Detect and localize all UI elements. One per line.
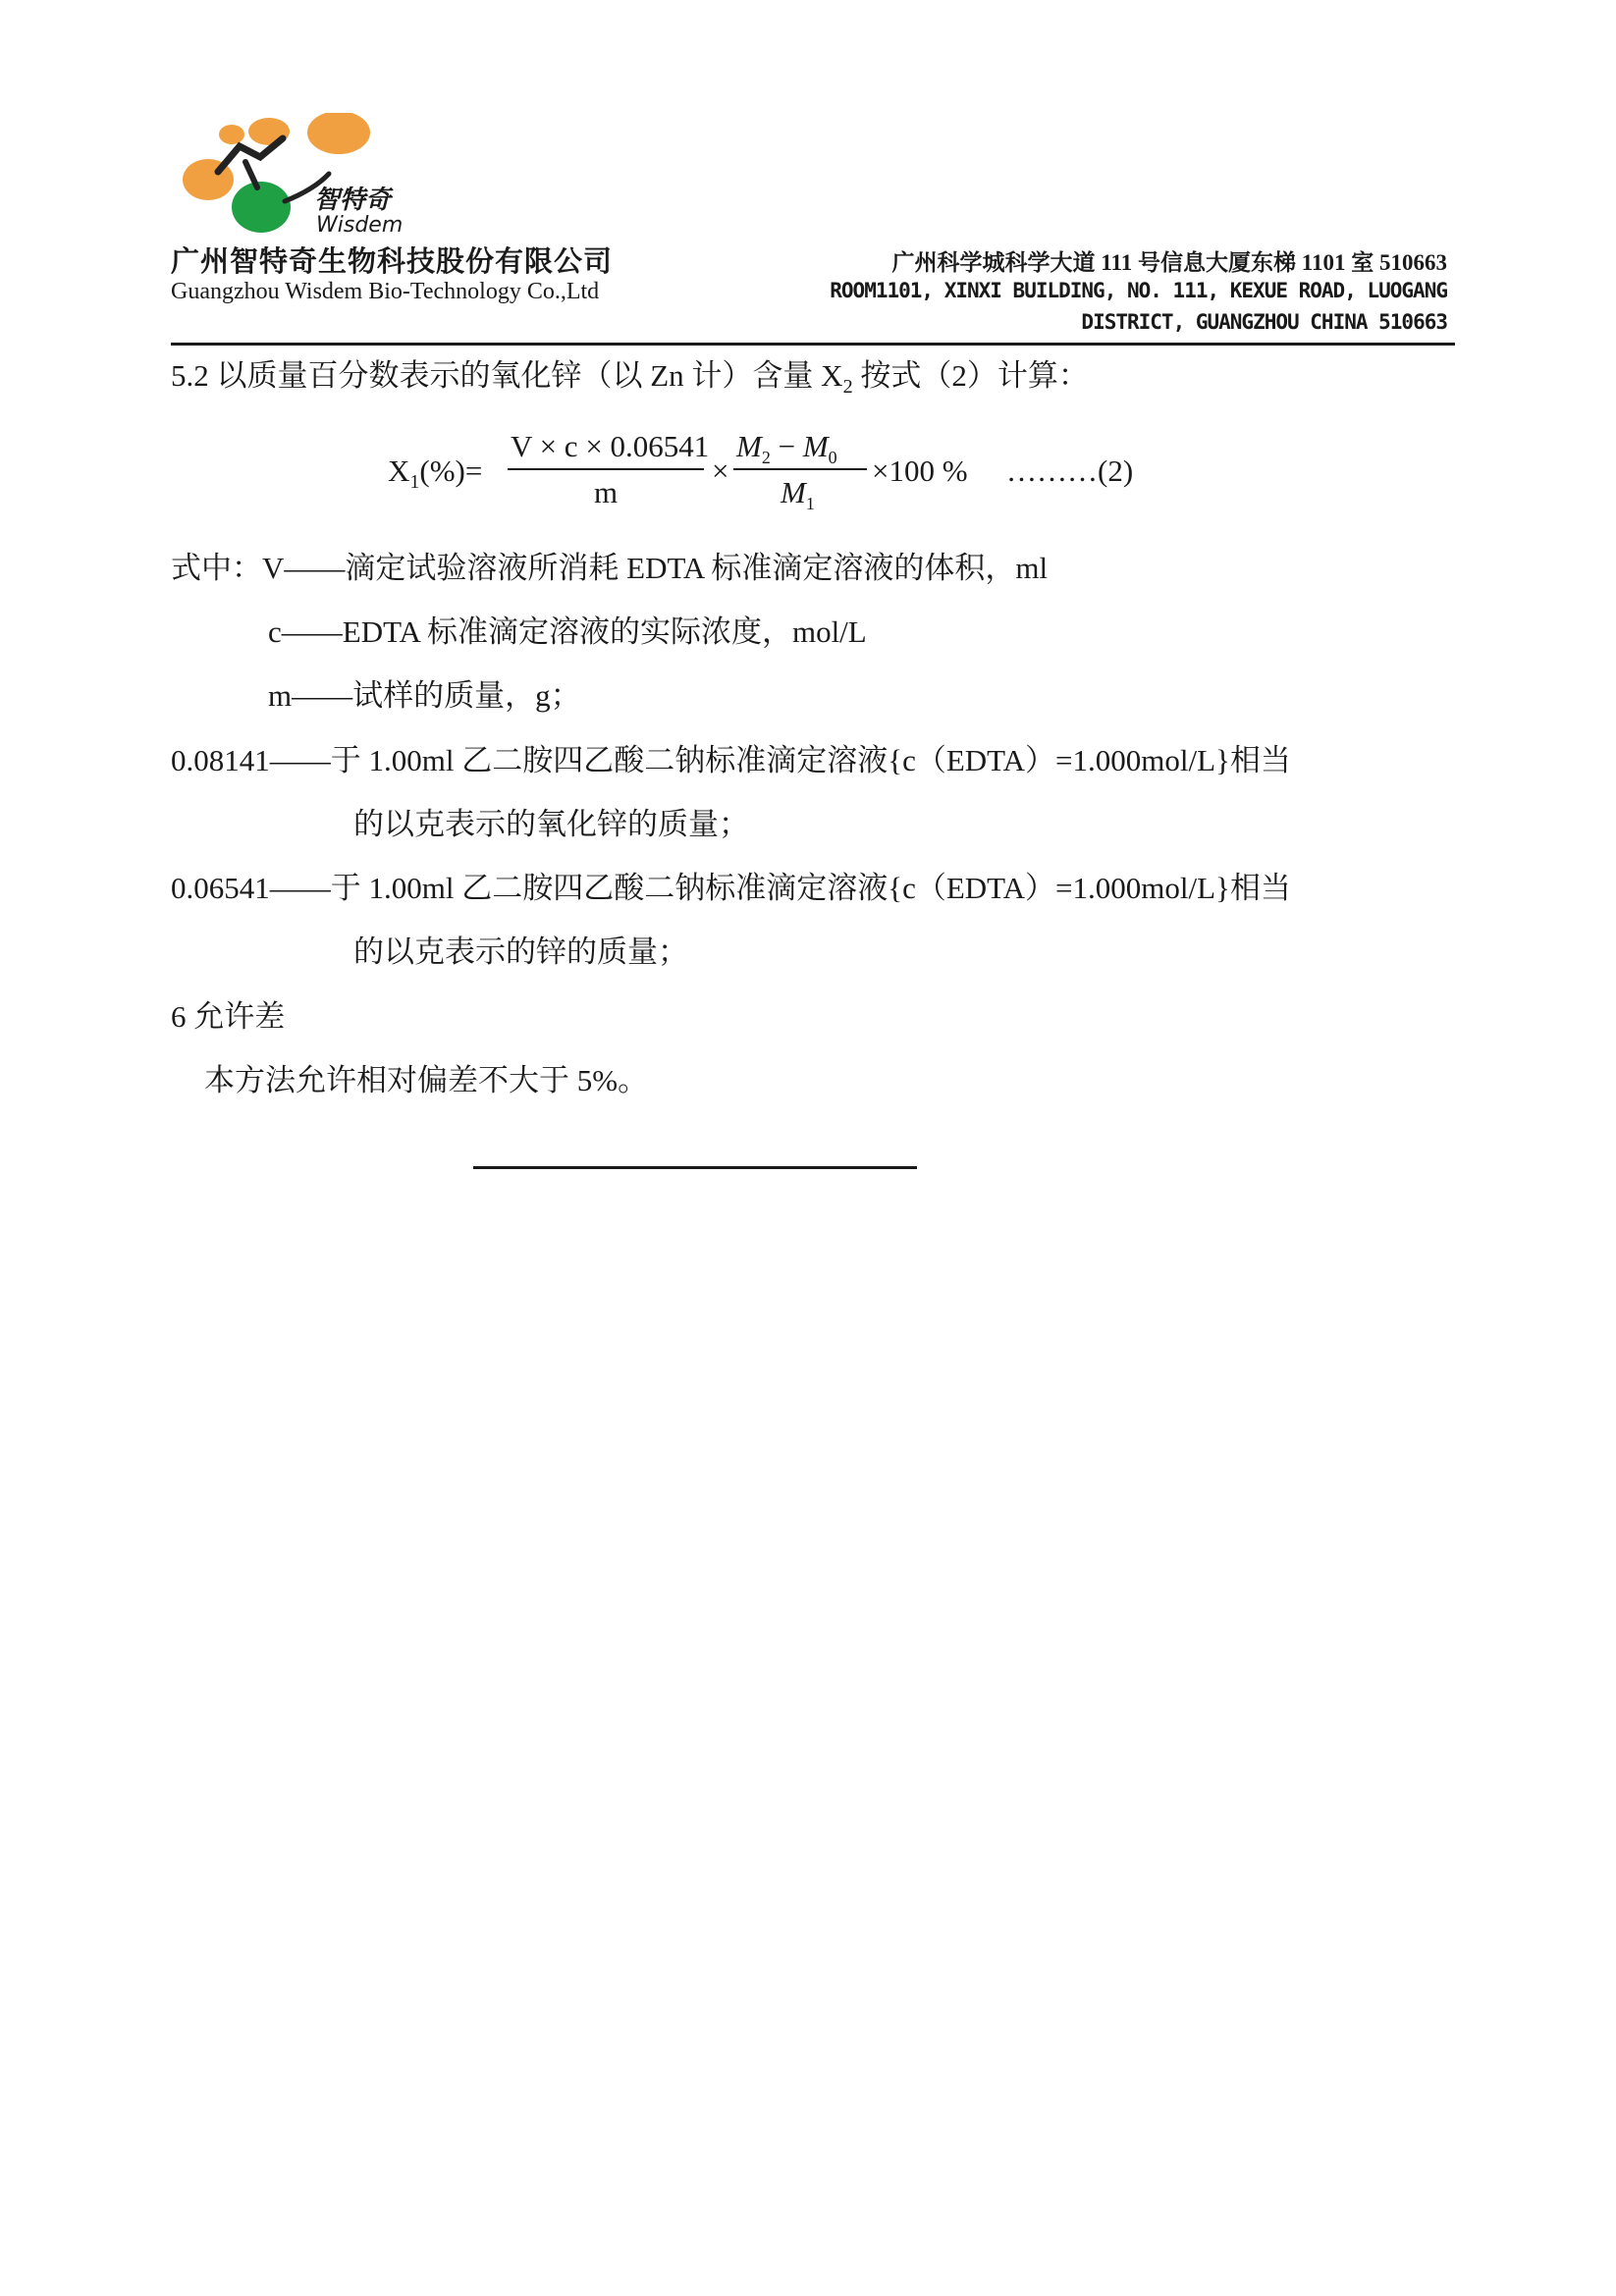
- formula-times: ×: [712, 454, 729, 488]
- variable-m: m——试样的质量，g；: [268, 678, 581, 713]
- section-6-title: 6 允许差: [171, 999, 286, 1034]
- section-5-2-text: 5.2 以质量百分数表示的氧化锌（以 Zn 计）含量 X: [171, 358, 843, 393]
- variable-v: V——滴定试验溶液所消耗 EDTA 标准滴定溶液的体积，ml: [262, 551, 1049, 585]
- section-6-body: 本方法允许相对偏差不大于 5%。: [204, 1063, 649, 1097]
- formula-m1: M: [781, 475, 806, 509]
- svg-text:M1: [780, 475, 815, 513]
- section-5-2-text-end: 按式（2）计算：: [852, 358, 1089, 393]
- where-prefix: 式中：: [171, 551, 262, 585]
- svg-text:X1(%)=: [388, 454, 482, 493]
- formula-minus: −: [770, 429, 803, 463]
- address-cn: 广州科学城科学大道 111 号信息大厦东梯 1101 室 510663: [891, 250, 1447, 275]
- company-name-cn: 广州智特奇生物科技股份有限公司: [171, 246, 614, 278]
- formula-numerator-1: V × c × 0.06541: [511, 429, 710, 463]
- formula-2: [388, 430, 1173, 518]
- formula-m0-sub: 0: [828, 448, 837, 467]
- constant-0-08141-line2: 的以克表示的氧化锌的质量；: [353, 807, 749, 841]
- logo-text-cn: 智特奇: [314, 186, 392, 215]
- formula-m0: M: [802, 429, 829, 463]
- formula-tail: ×100 %: [872, 454, 968, 488]
- header-divider: [171, 343, 1455, 346]
- constant-0-06541-line2: 的以克表示的锌的质量；: [353, 934, 688, 969]
- address-en-line1: ROOM1101, XINXI BUILDING, NO. 111, KEXUE ROAD, LUOGANG: [830, 279, 1447, 302]
- formula-m2: M: [736, 429, 762, 463]
- formula-m2-sub: 2: [761, 448, 771, 467]
- constant-0-06541-line1: 0.06541——于 1.00ml 乙二胺四乙酸二钠标准滴定溶液{c（EDTA）=1.000mol/L}相当: [171, 871, 1291, 905]
- section-5-2-subscript: 2: [842, 376, 853, 399]
- formula-equation-number: ………(2): [1006, 454, 1134, 488]
- company-logo: [167, 113, 432, 240]
- logo-text-en: Wisdem: [316, 213, 404, 238]
- end-rule: [473, 1166, 917, 1169]
- formula-lhs-tail: (%)=: [419, 454, 483, 488]
- formula-lhs-sub: 1: [409, 471, 420, 493]
- formula-denominator-1: m: [594, 475, 619, 509]
- variable-c: c——EDTA 标准滴定溶液的实际浓度，mol/L: [268, 614, 867, 649]
- section-5-2-heading: [171, 357, 1089, 399]
- formula-lhs: X: [388, 454, 410, 488]
- address-en-line2: DISTRICT, GUANGZHOU CHINA 510663: [1081, 310, 1447, 334]
- svg-text:M2 − M0: [735, 429, 837, 467]
- constant-0-08141-line1: 0.08141——于 1.00ml 乙二胺四乙酸二钠标准滴定溶液{c（EDTA）=1.000mol/L}相当: [171, 743, 1291, 777]
- company-name-en: Guangzhou Wisdem Bio-Technology Co.,Ltd: [171, 279, 600, 304]
- formula-m1-sub: 1: [805, 494, 815, 513]
- where-line-v: [171, 550, 1048, 586]
